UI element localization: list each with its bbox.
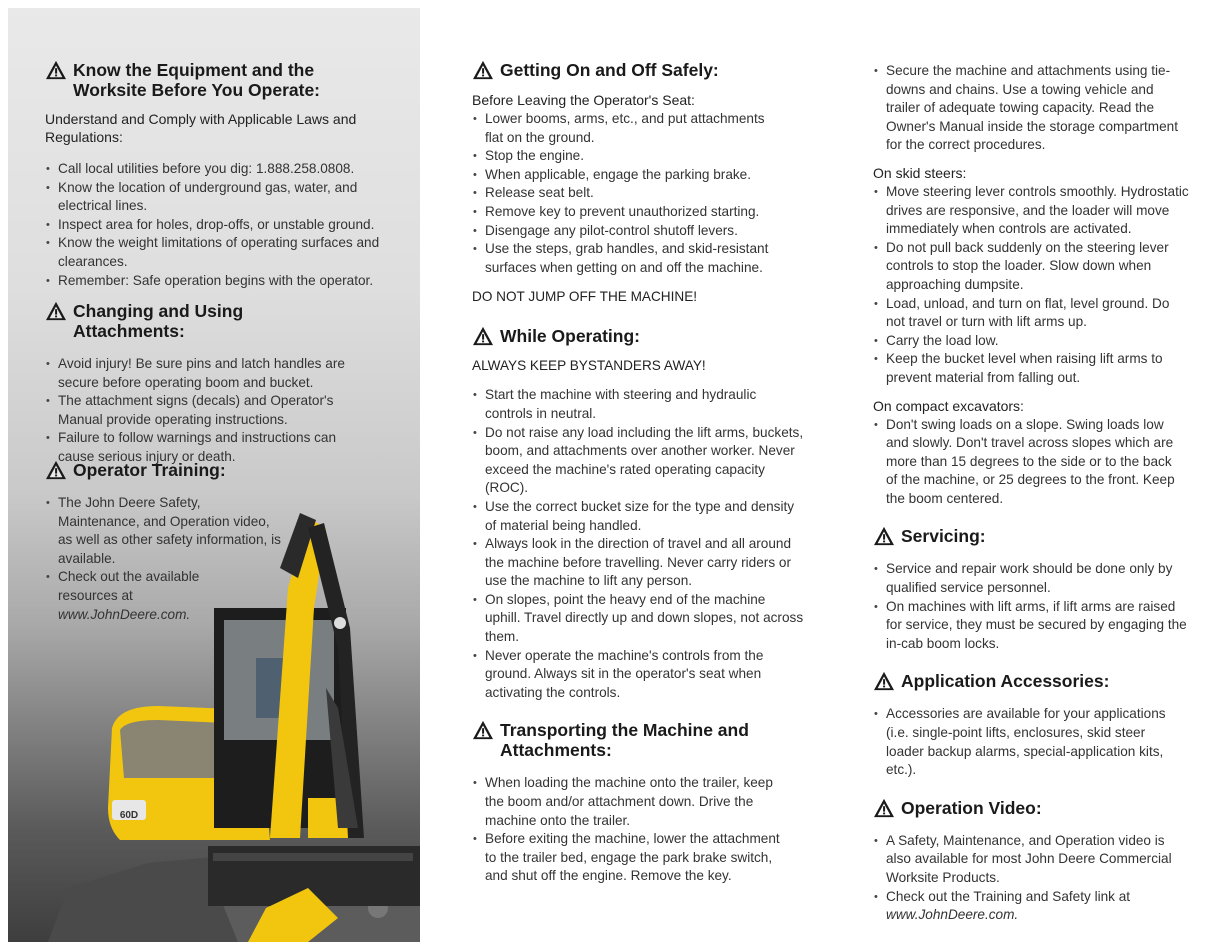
accessories-title: Application Accessories:: [901, 671, 1110, 692]
list-item: • Know the weight limitations of operating surfaces and clearances.: [45, 234, 385, 271]
list-item: • Accessories are available for your applications (i.e. single-point lifts, enclosures, skid steer loader backup alarms, special-application kits, etc.).: [873, 705, 1185, 779]
list-item: • Avoid injury! Be sure pins and latch handles are secure before operating boom and bucket.: [45, 355, 350, 392]
servicing-title: Servicing:: [901, 526, 986, 547]
warning-icon: [45, 301, 67, 321]
list-item: • The attachment signs (decals) and Operator's Manual provide operating instructions.: [45, 392, 350, 429]
list-item: • Remove key to prevent unauthorized starting.: [472, 203, 772, 222]
johndeere-link[interactable]: www.JohnDeere.com.: [886, 907, 1019, 923]
operating-warning: ALWAYS KEEP BYSTANDERS AWAY!: [472, 358, 706, 374]
skid-subtitle: On skid steers:: [873, 164, 967, 181]
list-item: • Secure the machine and attachments using tie-downs and chains. Use a towing vehicle and trailer of adequate towing capacity. Read the Owner's Manual inside the storage compartment for the correct procedures.: [873, 62, 1179, 155]
johndeere-link[interactable]: www.JohnDeere.com.: [58, 606, 191, 622]
warning-icon: [45, 60, 67, 80]
training-title: Operator Training:: [73, 460, 226, 480]
list-item: • Don't swing loads on a slope. Swing loads low and slowly. Don't travel across slopes which are more than 15 degrees to the side or to the back of the machine, or 25 degrees to the front. Keep the boom centered.: [873, 416, 1185, 509]
attachments-section: [45, 301, 350, 467]
list-item: • Load, unload, and turn on flat, level ground. Do not travel or turn with lift arms up.: [873, 295, 1191, 332]
left-panel: [8, 8, 420, 942]
training-heading: [45, 460, 345, 480]
list-item: • On slopes, point the heavy end of the machine uphill. Travel directly up and down slopes, not across them.: [472, 591, 804, 647]
list-item: • A Safety, Maintenance, and Operation video is also available for most John Deere Commercial Worksite Products.: [873, 832, 1173, 888]
getting-on-title: Getting On and Off Safely:: [500, 60, 719, 80]
transporting-heading: [472, 720, 772, 760]
warning-icon: [472, 60, 494, 80]
list-item: • Check out the available resources at www.JohnDeere.com.: [45, 568, 208, 624]
list-item: • Release seat belt.: [472, 184, 772, 203]
video-title: Operation Video:: [901, 797, 1042, 818]
warning-icon: [873, 671, 895, 691]
operating-heading: [472, 326, 812, 346]
list-item: • Use the correct bucket size for the type and density of material being handled.: [472, 498, 804, 535]
know-list: [45, 160, 385, 290]
skid-list: [873, 183, 1191, 388]
transporting-list: [472, 774, 784, 886]
list-item: • Stop the engine.: [472, 147, 772, 166]
machine-badge: 60D: [119, 810, 139, 821]
warning-icon: [45, 460, 67, 480]
training-section: [45, 460, 345, 624]
list-item: • Know the location of underground gas, water, and electrical lines.: [45, 179, 385, 216]
accessories-heading: [873, 671, 1191, 691]
video-list: [873, 832, 1173, 925]
training-list: [45, 494, 345, 624]
warning-icon: [873, 798, 895, 818]
servicing-list: [873, 560, 1187, 653]
list-item: • Do not pull back suddenly on the steering lever controls to stop the loader. Slow down when approaching dumpsite.: [873, 239, 1191, 295]
list-item: • When applicable, engage the parking brake.: [472, 166, 772, 185]
attachments-heading: [45, 301, 350, 341]
list-item: • Move steering lever controls smoothly. Hydrostatic drives are responsive, and the loader will move immediately when controls are activated.: [873, 183, 1191, 239]
getting-on-heading: [472, 60, 812, 80]
excavators-subtitle: On compact excavators:: [873, 397, 1024, 414]
list-item: • Carry the load low.: [873, 332, 1191, 351]
operating-title: While Operating:: [500, 326, 640, 347]
list-item: • Lower booms, arms, etc., and put attachments flat on the ground.: [472, 110, 772, 147]
list-item: • When loading the machine onto the trailer, keep the boom and/or attachment down. Drive the machine onto the trailer.: [472, 774, 784, 830]
know-section: [45, 60, 385, 290]
getting-on-subtitle: Before Leaving the Operator's Seat:: [472, 92, 695, 108]
attachments-list: [45, 355, 350, 467]
list-item: • Service and repair work should be done only by qualified service personnel.: [873, 560, 1187, 597]
middle-column: [472, 60, 812, 886]
list-item: • Inspect area for holes, drop-offs, or unstable ground.: [45, 216, 385, 235]
list-item: • Remember: Safe operation begins with the operator.: [45, 272, 385, 291]
accessories-list: [873, 705, 1185, 779]
list-item: • Use the steps, grab handles, and skid-resistant surfaces when getting on and off the machine.: [472, 240, 772, 277]
getting-on-warning: DO NOT JUMP OFF THE MACHINE!: [472, 289, 698, 305]
warning-icon: [472, 720, 494, 740]
list-item: • Check out the Training and Safety link at www.JohnDeere.com.: [873, 888, 1173, 925]
list-item: • Start the machine with steering and hydraulic controls in neutral.: [472, 386, 804, 423]
warning-icon: [873, 526, 895, 546]
list-item: • Always look in the direction of travel and all around the machine before travelling. Never carry riders or use the machine to lift any person.: [472, 535, 804, 591]
warning-icon: [472, 326, 494, 346]
excavators-list: [873, 416, 1185, 509]
servicing-heading: [873, 526, 1191, 546]
transporting-title: Transporting the Machine and Attachments:: [500, 720, 749, 761]
secure-list: [873, 62, 1179, 155]
attachments-title: Changing and Using Attachments:: [73, 301, 244, 341]
list-item: • On machines with lift arms, if lift arms are raised for service, they must be secured by engaging the in-cab boom locks.: [873, 598, 1187, 654]
list-item: • Failure to follow warnings and instructions can cause serious injury or death.: [45, 429, 350, 466]
operating-list: [472, 386, 804, 702]
video-heading: [873, 798, 1191, 818]
getting-on-list: [472, 110, 772, 277]
know-heading: [45, 60, 385, 100]
know-subtitle: Understand and Comply with Applicable Laws and Regulations:: [45, 111, 357, 145]
right-column: [873, 62, 1191, 925]
list-item: • Do not raise any load including the lift arms, buckets, boom, and attachments over another worker. Never exceed the machine's rated operating capacity (ROC).: [472, 424, 804, 498]
list-item: • Keep the bucket level when raising lift arms to prevent material from falling out.: [873, 350, 1191, 387]
list-item: • Disengage any pilot-control shutoff levers.: [472, 222, 772, 241]
know-title: Know the Equipment and the Worksite Before You Operate:: [73, 60, 321, 100]
list-item: • Call local utilities before you dig: 1.888.258.0808.: [45, 160, 385, 179]
list-item: • Never operate the machine's controls from the ground. Always sit in the operator's seat when activating the controls.: [472, 647, 804, 703]
list-item: • Before exiting the machine, lower the attachment to the trailer bed, engage the park brake switch, and shut off the engine. Remove the key.: [472, 830, 784, 886]
list-item: • The John Deere Safety, Maintenance, and Operation video, as well as other safety information, is available.: [45, 494, 283, 568]
